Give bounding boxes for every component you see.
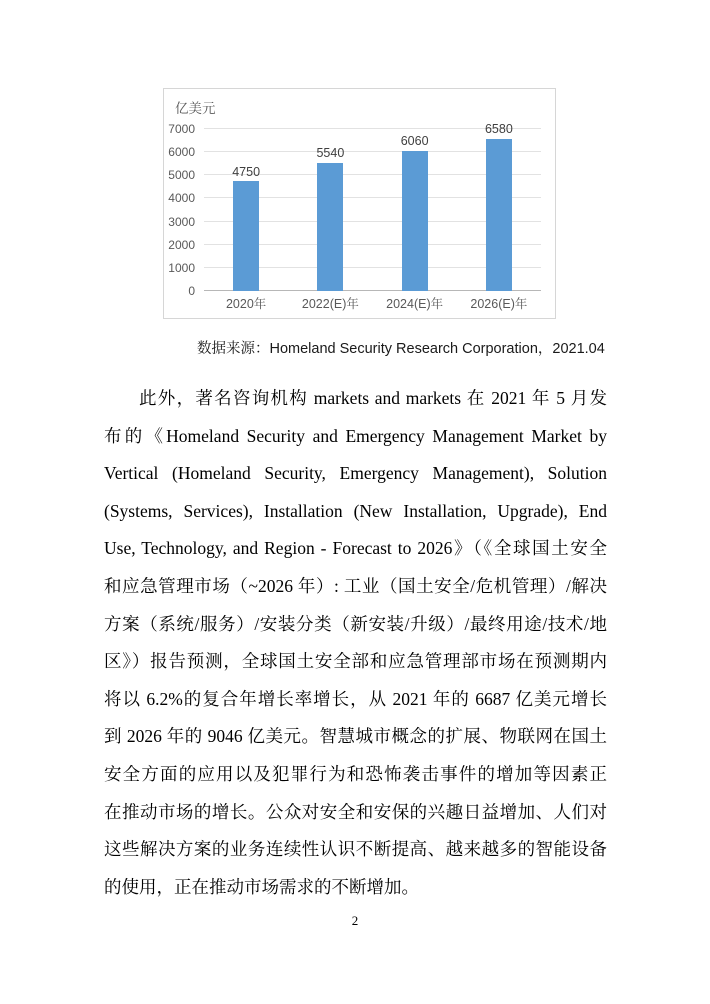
y-axis-tick-label: 4000 xyxy=(168,191,195,206)
y-axis-tick-label: 0 xyxy=(188,284,195,298)
y-axis-tick-label: 6000 xyxy=(168,145,195,160)
x-axis-category-label: 2026(E)年 xyxy=(470,297,528,311)
page-number: 2 xyxy=(351,913,359,928)
x-axis-category-label: 2022(E)年 xyxy=(301,297,359,311)
paragraph-line: 的使用，正在推动市场需求的不断增加。 xyxy=(104,876,419,897)
paragraph-line: 区》）报告预测，全球国土安全部和应急管理部市场在预测期内 xyxy=(104,651,607,672)
paragraph-line: 在推动市场的增长。公众对安全和安保的兴趣日益增加、人们对 xyxy=(104,801,607,822)
data-source-caption: 数据来源：Homeland Security Research Corporation，2021.04 xyxy=(197,341,605,357)
paragraph-line: (Systems, Services), Installation (New Installation, Upgrade), End xyxy=(104,500,607,521)
paragraph-line: 将以 6.2%的复合年增长率增长，从 2021 年的 6687 亿美元增长 xyxy=(104,688,607,709)
bar-value-label: 6060 xyxy=(400,134,429,149)
bar-value-label: 5540 xyxy=(316,146,345,161)
y-axis-tick-label: 1000 xyxy=(168,260,195,275)
bar-value-label: 6580 xyxy=(484,122,513,137)
bar-2022(E)年 xyxy=(316,146,345,291)
paragraph-line: 方案（系统/服务）/安装分类（新安装/升级）/最终用途/技术/地 xyxy=(104,613,607,634)
paragraph-line: 安全方面的应用以及犯罪行为和恐怖袭击事件的增加等因素正 xyxy=(104,763,607,784)
y-axis-tick-label: 3000 xyxy=(168,214,195,229)
paragraph-line: Use, Technology, and Region - Forecast to 2026》（《全球国土安全 xyxy=(104,538,607,559)
chart-plot-area xyxy=(168,122,541,311)
bar-slot xyxy=(457,122,541,311)
bar-chart-figure xyxy=(163,88,556,319)
body-paragraph xyxy=(104,380,607,906)
y-axis-unit-label: 亿美元 xyxy=(175,101,216,116)
bar-slot xyxy=(373,129,457,311)
bar-value-label: 4750 xyxy=(232,164,261,179)
paragraph-line: 布的《Homeland Security and Emergency Management Market by xyxy=(104,425,607,446)
bar-2024(E)年 xyxy=(400,134,429,291)
bar-2020年 xyxy=(232,164,261,291)
paragraph-line: 此外，著名咨询机构 markets and markets 在 2021 年 5 月发 xyxy=(139,388,607,408)
y-axis-tick-label: 7000 xyxy=(168,122,195,136)
bar-2026(E)年 xyxy=(484,122,513,291)
y-axis-tick-label: 2000 xyxy=(168,237,195,252)
bar-slot xyxy=(204,129,288,311)
paragraph-line: 到 2026 年的 9046 亿美元。智慧城市概念的扩展、物联网在国土 xyxy=(104,726,607,747)
x-axis-category-label: 2024(E)年 xyxy=(386,297,444,311)
bar-slot xyxy=(288,129,372,311)
x-axis-category-label: 2020年 xyxy=(225,297,267,311)
y-axis-tick-label: 5000 xyxy=(168,168,195,183)
paragraph-line: 和应急管理市场（~2026 年）: 工业（国土安全/危机管理）/解决 xyxy=(104,575,607,596)
paragraph-line: Vertical (Homeland Security, Emergency Management), Solution xyxy=(104,463,607,484)
paragraph-line: 这些解决方案的业务连续性认识不断提高、越来越多的智能设备 xyxy=(104,839,607,860)
